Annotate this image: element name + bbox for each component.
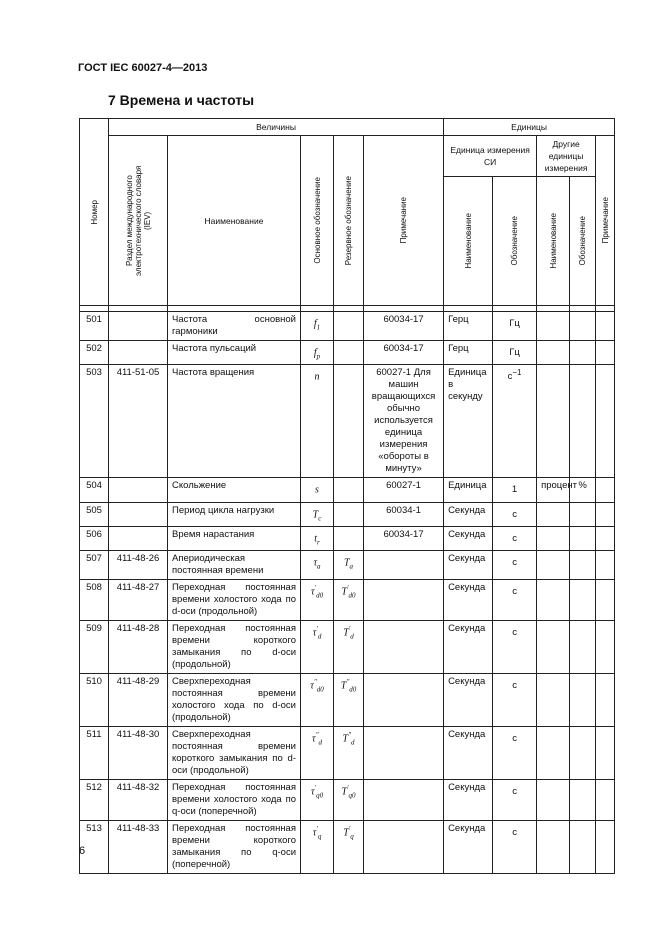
row-note bbox=[364, 580, 444, 621]
row-other-unit-name bbox=[537, 551, 570, 580]
row-reserve-symbol bbox=[334, 674, 364, 727]
main-symbol-sub: d bbox=[318, 738, 322, 747]
row-main-symbol bbox=[301, 621, 334, 674]
row-iev-section bbox=[109, 312, 168, 341]
main-symbol-base: t bbox=[314, 533, 318, 545]
row-iev-section bbox=[109, 526, 168, 550]
header-name: Наименование bbox=[168, 136, 301, 306]
row-number: 507 bbox=[80, 551, 109, 580]
reserve-symbol-sub: a bbox=[349, 562, 354, 571]
table-row bbox=[80, 341, 615, 365]
row-si-unit-name: Секунда bbox=[444, 621, 493, 674]
row-si-unit-symbol bbox=[493, 580, 537, 621]
header-other-units: Другие единицы измерения bbox=[537, 136, 596, 177]
row-quantity-name: Скольжение bbox=[168, 478, 301, 502]
row-si-unit-symbol bbox=[493, 526, 537, 550]
row-iev-section: 411-48-27 bbox=[109, 580, 168, 621]
row-quantity-name: Период цикла нагрузки bbox=[168, 502, 301, 526]
row-si-unit-name: Герц bbox=[444, 341, 493, 365]
row-quantity-name: Переходная постоянная времени холостого хода по d-оси (продольной) bbox=[168, 580, 301, 621]
row-reserve-symbol bbox=[334, 780, 364, 821]
row-note: 60034-1 bbox=[364, 502, 444, 526]
main-symbol-sub: d bbox=[317, 632, 322, 641]
row-other-unit-name bbox=[537, 580, 570, 621]
reserve-symbol-sup: ′ bbox=[348, 625, 351, 634]
table-row bbox=[80, 365, 615, 478]
row-main-symbol bbox=[301, 341, 334, 365]
row-si-unit-symbol bbox=[493, 312, 537, 341]
si-symbol-sup: −1 bbox=[512, 368, 522, 378]
row-other-unit-symbol bbox=[570, 674, 596, 727]
row-unit-note bbox=[596, 580, 615, 621]
row-unit-note bbox=[596, 727, 615, 780]
row-unit-note bbox=[596, 478, 615, 502]
main-symbol-sub: a bbox=[317, 562, 321, 571]
row-other-unit-symbol bbox=[570, 526, 596, 550]
row-other-unit-name bbox=[537, 674, 570, 727]
si-symbol-text: Гц bbox=[509, 318, 520, 330]
table-row bbox=[80, 780, 615, 821]
main-symbol-sub: d0 bbox=[316, 685, 324, 694]
si-symbol-base: с bbox=[507, 371, 513, 383]
table-row bbox=[80, 312, 615, 341]
main-symbol-sup: ″ bbox=[315, 731, 319, 740]
row-note bbox=[364, 727, 444, 780]
row-main-symbol bbox=[301, 502, 334, 526]
row-reserve-symbol bbox=[334, 727, 364, 780]
row-reserve-symbol bbox=[334, 502, 364, 526]
row-main-symbol bbox=[301, 727, 334, 780]
header-iev-section: Раздел международного электротехнического словаря (IEV) bbox=[109, 136, 168, 306]
row-main-symbol bbox=[301, 821, 334, 874]
row-note: 60027-1 bbox=[364, 478, 444, 502]
row-iev-section: 411-48-33 bbox=[109, 821, 168, 874]
row-note bbox=[364, 780, 444, 821]
table-row bbox=[80, 502, 615, 526]
table-header bbox=[80, 119, 615, 312]
table-row bbox=[80, 478, 615, 502]
reserve-symbol-sup: ′ bbox=[347, 584, 349, 593]
main-symbol-base: τ bbox=[312, 827, 317, 839]
row-other-unit-symbol bbox=[570, 341, 596, 365]
row-reserve-symbol bbox=[334, 341, 364, 365]
row-si-unit-symbol bbox=[493, 621, 537, 674]
reserve-symbol-sup: ″ bbox=[348, 731, 351, 740]
row-other-unit-name bbox=[537, 526, 570, 550]
row-unit-note bbox=[596, 821, 615, 874]
header-other-name: Наименование bbox=[537, 177, 570, 306]
main-symbol-base: τ bbox=[313, 557, 318, 569]
header-quantities: Величины bbox=[109, 119, 444, 136]
row-si-unit-name: Секунда bbox=[444, 821, 493, 874]
row-other-unit-symbol bbox=[570, 821, 596, 874]
row-main-symbol bbox=[301, 526, 334, 550]
row-main-symbol bbox=[301, 365, 334, 478]
main-symbol-base: f bbox=[313, 318, 317, 330]
si-symbol-text: с bbox=[512, 627, 517, 639]
row-number: 506 bbox=[80, 526, 109, 550]
main-symbol-sub: c bbox=[318, 513, 322, 522]
main-symbol-base: s bbox=[315, 484, 319, 496]
row-reserve-symbol bbox=[334, 365, 364, 478]
table-row bbox=[80, 580, 615, 621]
header-other-symbol: Обозначение bbox=[570, 177, 596, 306]
si-symbol-text: 1 bbox=[511, 484, 518, 496]
row-quantity-name: Переходная постоянная времени короткого замыкания по q-оси (поперечной) bbox=[168, 821, 301, 874]
reserve-symbol-sup: ′ bbox=[348, 825, 351, 834]
row-other-unit-symbol bbox=[570, 502, 596, 526]
row-other-unit-symbol bbox=[570, 551, 596, 580]
row-reserve-symbol bbox=[334, 478, 364, 502]
main-symbol-sup: ′ bbox=[314, 784, 317, 793]
main-symbol-sub: q0 bbox=[316, 791, 324, 800]
main-symbol-sub: p bbox=[316, 352, 321, 361]
row-si-unit-name: Секунда bbox=[444, 727, 493, 780]
row-other-unit-symbol bbox=[570, 365, 596, 478]
row-si-unit-symbol bbox=[493, 780, 537, 821]
row-note: 60034-17 bbox=[364, 526, 444, 550]
row-main-symbol bbox=[301, 780, 334, 821]
row-si-unit-name: Секунда bbox=[444, 502, 493, 526]
row-iev-section: 411-48-29 bbox=[109, 674, 168, 727]
times-frequencies-table bbox=[79, 118, 615, 874]
header-units: Единицы bbox=[444, 119, 615, 136]
main-symbol-sub: q bbox=[317, 832, 322, 841]
table-body bbox=[80, 312, 615, 874]
main-symbol-sub: 1 bbox=[316, 323, 321, 332]
row-number: 511 bbox=[80, 727, 109, 780]
row-main-symbol bbox=[301, 674, 334, 727]
row-number: 513 bbox=[80, 821, 109, 874]
row-iev-section bbox=[109, 341, 168, 365]
row-note: 60027-1 Для машин вращающихся обычно используется единица измерения «обороты в минуту» bbox=[364, 365, 444, 478]
main-symbol-base: f bbox=[313, 347, 317, 359]
header-unit-name: Наименование bbox=[444, 177, 493, 306]
main-symbol-sup: ′ bbox=[314, 584, 317, 593]
row-reserve-symbol bbox=[334, 580, 364, 621]
row-other-unit-symbol bbox=[570, 780, 596, 821]
row-si-unit-name: Секунда bbox=[444, 674, 493, 727]
table-row bbox=[80, 727, 615, 780]
row-other-unit-name bbox=[537, 780, 570, 821]
row-si-unit-name: Единица в секунду bbox=[444, 365, 493, 478]
row-other-unit-symbol: % bbox=[570, 478, 596, 502]
row-si-unit-name: Герц bbox=[444, 312, 493, 341]
row-number: 512 bbox=[80, 780, 109, 821]
row-si-unit-name: Единица bbox=[444, 478, 493, 502]
row-si-unit-name: Секунда bbox=[444, 780, 493, 821]
reserve-symbol-sub: d bbox=[350, 738, 355, 747]
row-note bbox=[364, 821, 444, 874]
reserve-symbol-sub: d0 bbox=[349, 685, 357, 694]
row-note bbox=[364, 621, 444, 674]
row-si-unit-name: Секунда bbox=[444, 551, 493, 580]
row-quantity-name: Частота вращения bbox=[168, 365, 301, 478]
main-symbol-base: τ bbox=[311, 733, 316, 745]
row-si-unit-symbol bbox=[493, 341, 537, 365]
row-quantity-name: Сверхпереходная постоянная времени короткого замыкания по d-оси (продольной) bbox=[168, 727, 301, 780]
row-unit-note bbox=[596, 526, 615, 550]
row-main-symbol bbox=[301, 478, 334, 502]
row-other-unit-name bbox=[537, 821, 570, 874]
si-symbol-text: с bbox=[512, 508, 517, 520]
table-row bbox=[80, 821, 615, 874]
si-symbol-text: с bbox=[512, 557, 517, 569]
row-unit-note bbox=[596, 365, 615, 478]
reserve-symbol-sup: ′ bbox=[347, 784, 349, 793]
row-note bbox=[364, 674, 444, 727]
row-number: 510 bbox=[80, 674, 109, 727]
row-number: 504 bbox=[80, 478, 109, 502]
row-unit-note bbox=[596, 674, 615, 727]
row-note: 60034-17 bbox=[364, 312, 444, 341]
reserve-symbol-base: T bbox=[341, 786, 348, 798]
row-quantity-name: Частота пульсаций bbox=[168, 341, 301, 365]
row-number: 505 bbox=[80, 502, 109, 526]
row-number: 503 bbox=[80, 365, 109, 478]
table-row bbox=[80, 551, 615, 580]
row-quantity-name: Сверхпереходная постоянная времени холостого хода по d-оси (продольной) bbox=[168, 674, 301, 727]
si-symbol-text: с bbox=[512, 827, 517, 839]
row-main-symbol bbox=[301, 551, 334, 580]
main-symbol-sup: ′ bbox=[316, 625, 318, 634]
row-si-unit-name: Секунда bbox=[444, 526, 493, 550]
row-si-unit-symbol bbox=[493, 727, 537, 780]
si-symbol-text: Гц bbox=[509, 347, 520, 359]
row-other-unit-symbol bbox=[570, 727, 596, 780]
table-row bbox=[80, 526, 615, 550]
row-unit-note bbox=[596, 341, 615, 365]
row-other-unit-name bbox=[537, 365, 570, 478]
header-note: Примечание bbox=[364, 136, 444, 306]
reserve-symbol-base: T bbox=[341, 586, 348, 598]
table-row bbox=[80, 674, 615, 727]
row-iev-section: 411-48-26 bbox=[109, 551, 168, 580]
main-symbol-base: τ bbox=[310, 586, 315, 598]
reserve-symbol-sub: d bbox=[350, 632, 354, 641]
row-other-unit-symbol bbox=[570, 312, 596, 341]
row-reserve-symbol bbox=[334, 551, 364, 580]
row-unit-note bbox=[596, 621, 615, 674]
row-reserve-symbol bbox=[334, 312, 364, 341]
reserve-symbol-base: T bbox=[343, 827, 349, 839]
main-symbol-base: n bbox=[314, 371, 320, 383]
header-unit-symbol: Обозначение bbox=[493, 177, 537, 306]
row-iev-section: 411-48-28 bbox=[109, 621, 168, 674]
row-unit-note bbox=[596, 502, 615, 526]
main-symbol-sup: ″ bbox=[313, 678, 317, 687]
si-symbol-text: с bbox=[512, 680, 517, 692]
si-symbol-text: с bbox=[512, 786, 517, 798]
row-number: 502 bbox=[80, 341, 109, 365]
reserve-symbol-base: T bbox=[343, 627, 349, 639]
row-other-unit-name bbox=[537, 727, 570, 780]
row-quantity-name: Апериодическая постоянная времени bbox=[168, 551, 301, 580]
row-si-unit-symbol bbox=[493, 551, 537, 580]
row-iev-section bbox=[109, 502, 168, 526]
main-symbol-sub: r bbox=[317, 538, 320, 547]
row-other-unit-name bbox=[537, 312, 570, 341]
row-iev-section: 411-48-32 bbox=[109, 780, 168, 821]
page-number: 6 bbox=[79, 845, 86, 857]
row-unit-note bbox=[596, 780, 615, 821]
row-main-symbol bbox=[301, 580, 334, 621]
row-si-unit-symbol bbox=[493, 365, 537, 478]
row-main-symbol bbox=[301, 312, 334, 341]
row-reserve-symbol bbox=[334, 821, 364, 874]
reserve-symbol-base: T bbox=[340, 680, 347, 692]
row-other-unit-name bbox=[537, 621, 570, 674]
row-note bbox=[364, 551, 444, 580]
row-iev-section bbox=[109, 478, 168, 502]
header-si-unit: Единица измерения СИ bbox=[444, 136, 537, 177]
row-quantity-name: Переходная постоянная времени холостого хода по q-оси (поперечной) bbox=[168, 780, 301, 821]
main-symbol-base: τ bbox=[310, 680, 314, 692]
row-number: 508 bbox=[80, 580, 109, 621]
si-symbol-text: с bbox=[512, 586, 517, 598]
main-symbol-sub: d0 bbox=[316, 591, 324, 600]
row-quantity-name: Время нарастания bbox=[168, 526, 301, 550]
reserve-symbol-base: T bbox=[342, 733, 349, 745]
row-si-unit-symbol bbox=[493, 821, 537, 874]
row-other-unit-name bbox=[537, 502, 570, 526]
reserve-symbol-base: T bbox=[343, 557, 350, 569]
row-number: 509 bbox=[80, 621, 109, 674]
main-symbol-sup: ′ bbox=[316, 825, 318, 834]
row-iev-section: 411-51-05 bbox=[109, 365, 168, 478]
si-symbol-text: с bbox=[512, 533, 517, 545]
table-row bbox=[80, 621, 615, 674]
row-unit-note bbox=[596, 551, 615, 580]
reserve-symbol-sub: q bbox=[350, 832, 354, 841]
row-iev-section: 411-48-30 bbox=[109, 727, 168, 780]
reserve-symbol-sub: d0 bbox=[348, 591, 356, 600]
header-main-symbol: Основное обозначение bbox=[301, 136, 334, 306]
reserve-symbol-sub: q0 bbox=[348, 791, 356, 800]
document-code: ГОСТ IEC 60027-4—2013 bbox=[78, 62, 208, 74]
header-reserve-symbol: Резервное обозначение bbox=[334, 136, 364, 306]
row-si-unit-symbol bbox=[493, 502, 537, 526]
si-symbol-text: с bbox=[512, 733, 517, 745]
row-other-unit-name bbox=[537, 341, 570, 365]
row-other-unit-symbol bbox=[570, 580, 596, 621]
row-si-unit-symbol bbox=[493, 478, 537, 502]
row-other-unit-symbol bbox=[570, 621, 596, 674]
row-number: 501 bbox=[80, 312, 109, 341]
row-unit-note bbox=[596, 312, 615, 341]
row-reserve-symbol bbox=[334, 526, 364, 550]
main-symbol-base: τ bbox=[312, 627, 317, 639]
section-title: 7 Времена и частоты bbox=[108, 92, 255, 108]
row-note: 60034-17 bbox=[364, 341, 444, 365]
main-symbol-base: T bbox=[312, 508, 319, 520]
main-symbol-base: τ bbox=[310, 786, 315, 798]
row-quantity-name: Частота основной гармоники bbox=[168, 312, 301, 341]
row-si-unit-symbol bbox=[493, 674, 537, 727]
header-number: Номер bbox=[80, 119, 109, 306]
header-unit-note: Примечание bbox=[596, 136, 615, 306]
reserve-symbol-sup: ″ bbox=[346, 678, 350, 687]
row-other-unit-name: процент bbox=[537, 478, 570, 502]
row-quantity-name: Переходная постоянная времени короткого замыкания по d-оси (продольной) bbox=[168, 621, 301, 674]
row-si-unit-name: Секунда bbox=[444, 580, 493, 621]
row-reserve-symbol bbox=[334, 621, 364, 674]
